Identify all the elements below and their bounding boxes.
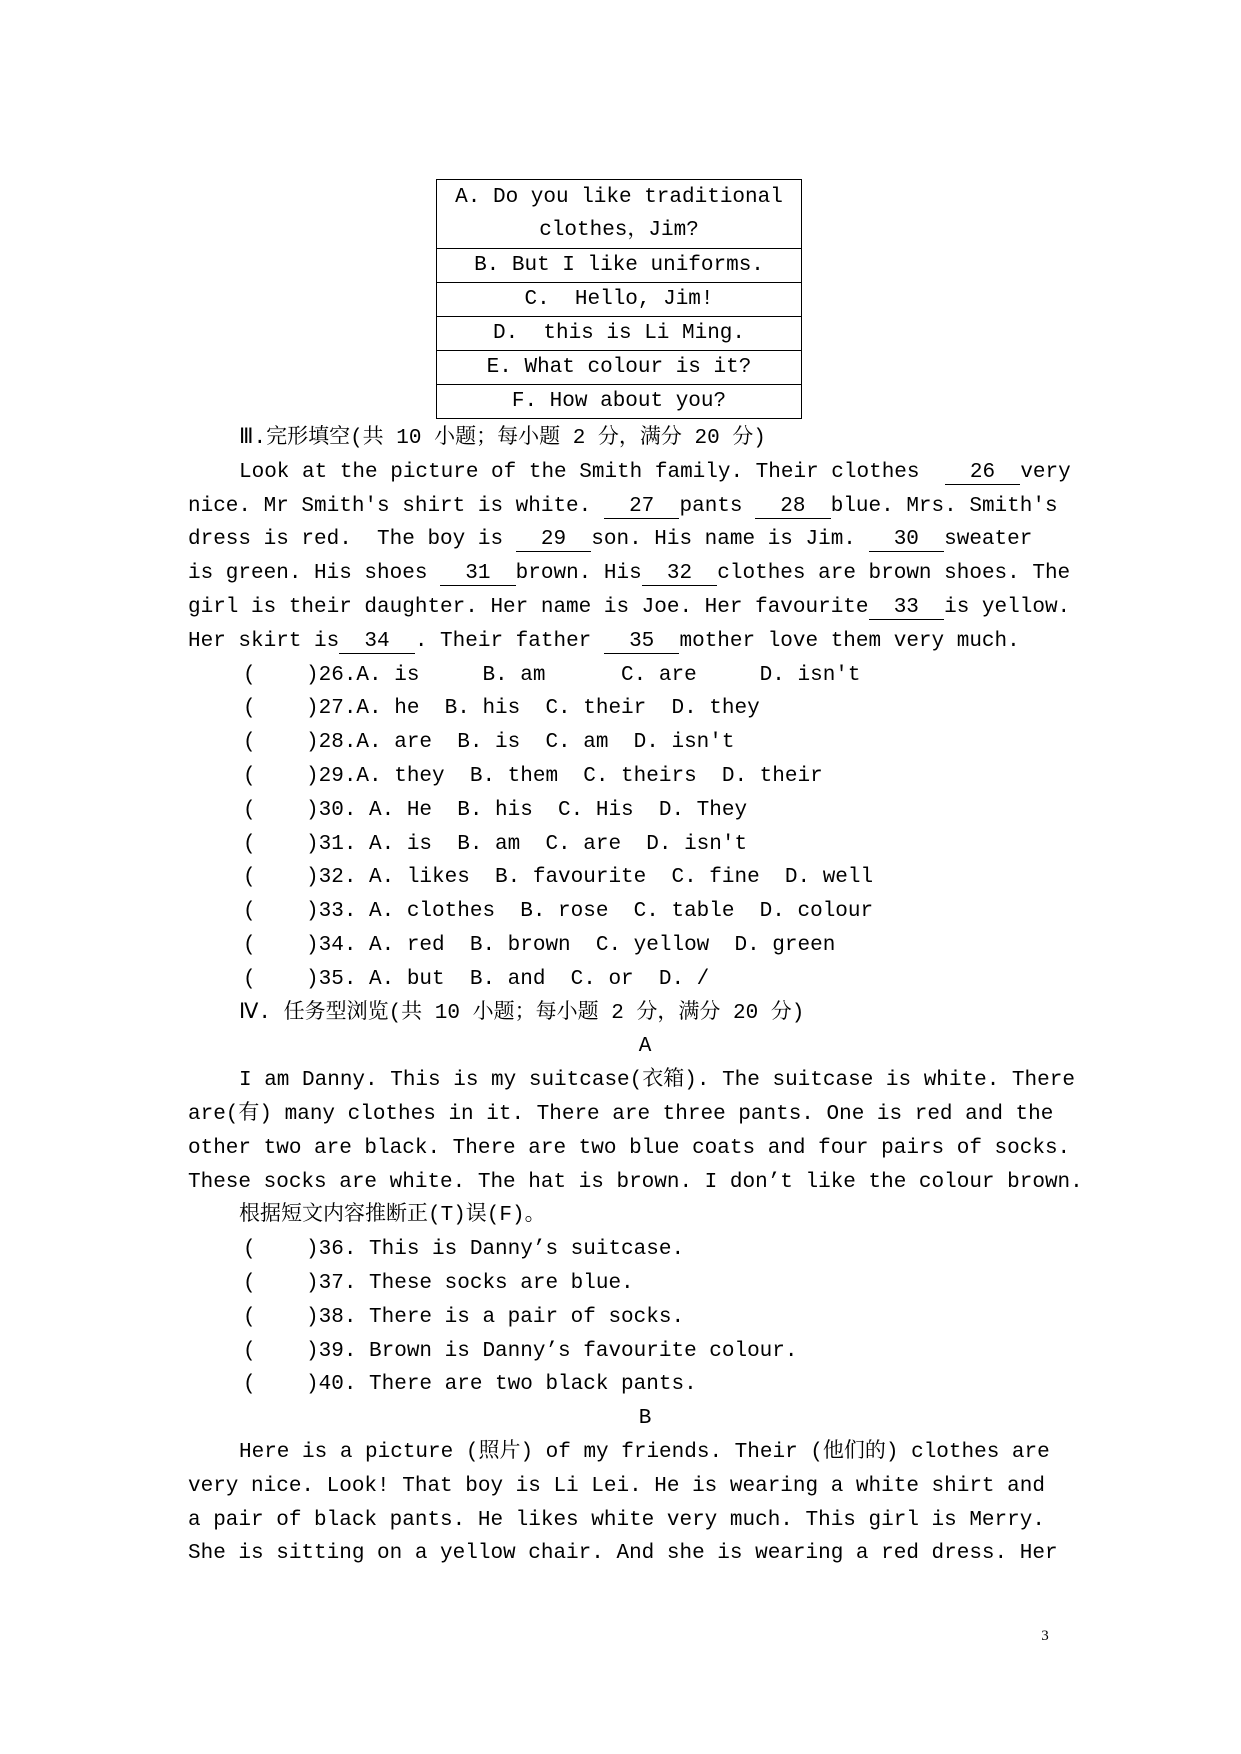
passage-text: son. His name is Jim. (591, 528, 869, 552)
passage-line: She is sitting on a yellow chair. And she is wearing a red dress. Her (188, 1542, 1058, 1566)
passage-line (0, 557, 1241, 591)
passage-text: very (1020, 460, 1071, 484)
question-item: ( )27.A. he B. his C. their D. they (243, 697, 760, 721)
passage-text: sweater (944, 528, 1033, 552)
question-item: ( )34. A. red B. brown C. yellow D. green (243, 933, 836, 957)
option-e: E. What colour is it? (437, 351, 802, 385)
question-item: ( )36. This is Danny’s suitcase. (243, 1238, 685, 1262)
passage-text: mother love them very much. (679, 629, 1020, 653)
passage-line: a pair of black pants. He likes white very much. This girl is Merry. (188, 1508, 1045, 1532)
passage-text: is green. His shoes (188, 562, 441, 586)
question-item: ( )30. A. He B. his C. His D. They (243, 798, 748, 822)
section-4-heading: Ⅳ. 任务型浏览(共 10 小题；每小题 2 分，满分 20 分) (239, 1001, 805, 1025)
passage-text: is yellow. (944, 595, 1071, 619)
passage-text: dress is red. The boy is (188, 528, 516, 552)
question-item: ( )29.A. they B. them C. theirs D. their (243, 764, 823, 788)
passage-text: brown. His (515, 562, 642, 586)
question-item: ( )38. There is a pair of socks. (243, 1305, 685, 1329)
passage-line (0, 490, 1241, 524)
part-b-label: B (638, 1407, 652, 1431)
passage-text: blue. Mrs. Smith's (830, 494, 1058, 518)
blank-26: 26 (945, 462, 1021, 485)
option-a: A. Do you like traditional clothes，Jim? (437, 180, 802, 249)
passage-text: . Their father (414, 629, 604, 653)
cloze-questions (0, 659, 1241, 997)
passage-text: nice. Mr Smith's shirt is white. (188, 494, 604, 518)
part-a-questions (0, 1233, 1241, 1402)
passage-line: These socks are white. The hat is brown. I don’t like the colour brown. (188, 1170, 1083, 1194)
part-b-passage (0, 1436, 1241, 1571)
question-item: ( )32. A. likes B. favourite C. fine D. well (243, 866, 874, 890)
question-item: ( )31. A. is B. am C. are D. isn't (243, 832, 748, 856)
question-item: ( )40. There are two black pants. (243, 1373, 697, 1397)
question-item: ( )37. These socks are blue. (243, 1271, 634, 1295)
question-item: ( )39. Brown is Danny’s favourite colour. (243, 1339, 798, 1363)
passage-line: very nice. Look! That boy is Li Lei. He is wearing a white shirt and (188, 1474, 1045, 1498)
passage-text: clothes are brown shoes. The (717, 562, 1071, 586)
cloze-passage (0, 456, 1241, 659)
question-item: ( )28.A. are B. is C. am D. isn't (243, 731, 735, 755)
passage-text: girl is their daughter. Her name is Joe. Her favourite (188, 595, 869, 619)
blank-30: 30 (869, 529, 945, 552)
blank-34: 34 (339, 631, 415, 654)
blank-31: 31 (440, 563, 516, 586)
passage-line (0, 625, 1241, 659)
dialogue-options-table (436, 179, 802, 419)
blank-32: 32 (642, 563, 718, 586)
exam-body (0, 422, 1241, 1571)
page-number: 3 (1041, 1628, 1049, 1644)
option-f: F. How about you? (437, 385, 802, 419)
passage-text: Look at the picture of the Smith family. Their clothes (239, 460, 945, 484)
passage-line (0, 456, 1241, 490)
passage-line: other two are black. There are two blue coats and four pairs of socks. (188, 1136, 1071, 1160)
option-b: B. But I like uniforms. (437, 249, 802, 283)
passage-line (0, 591, 1241, 625)
passage-line (0, 523, 1241, 557)
blank-33: 33 (869, 597, 945, 620)
blank-29: 29 (516, 529, 592, 552)
option-d: D. this is Li Ming. (437, 317, 802, 351)
passage-text: Her skirt is (188, 629, 340, 653)
question-item: ( )26.A. is B. am C. are D. isn't (243, 663, 861, 687)
question-item: ( )35. A. but B. and C. or D. / (243, 967, 710, 991)
passage-line: are(有) many clothes in it. There are three pants. One is red and the (188, 1102, 1054, 1126)
question-item: ( )33. A. clothes B. rose C. table D. colour (243, 900, 874, 924)
part-a-instruction: 根据短文内容推断正(T)误(F)。 (239, 1204, 546, 1228)
option-c: C. Hello, Jim! (437, 283, 802, 317)
part-a-passage (0, 1064, 1241, 1199)
part-a-label: A (638, 1035, 652, 1059)
blank-28: 28 (755, 496, 831, 519)
blank-27: 27 (604, 496, 680, 519)
section-3-heading: Ⅲ.完形填空(共 10 小题；每小题 2 分，满分 20 分) (239, 427, 766, 450)
passage-line: I am Danny. This is my suitcase(衣箱). The suitcase is white. There (239, 1069, 1075, 1093)
passage-line: Here is a picture (照片) of my friends. Their (他们的) clothes are (239, 1440, 1050, 1464)
blank-35: 35 (604, 631, 680, 654)
passage-text: pants (679, 494, 756, 518)
